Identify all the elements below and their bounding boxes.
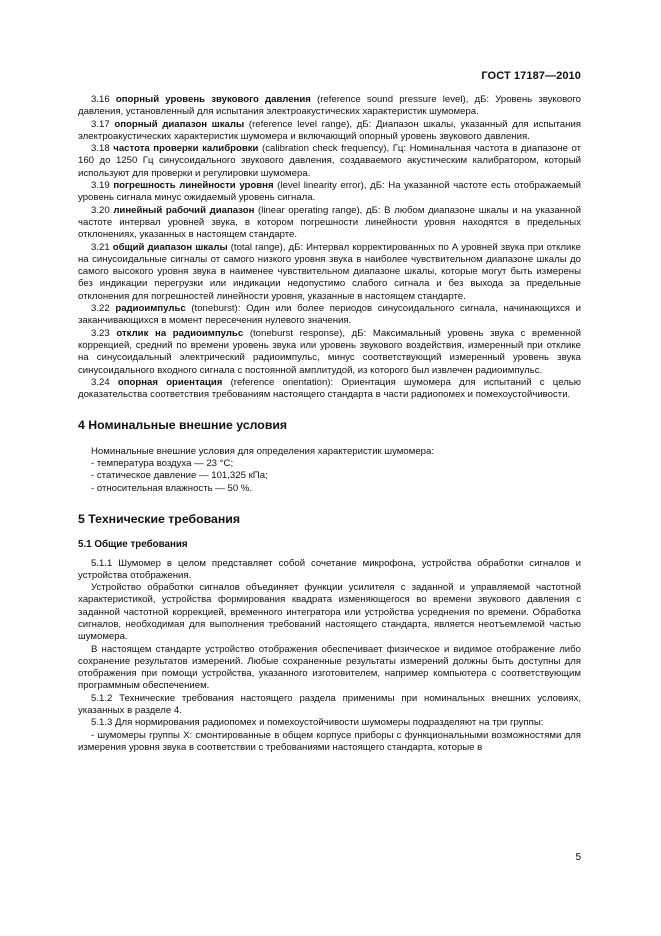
definition-3-20 <box>78 205 581 242</box>
definition-number: 3.21 <box>91 241 110 253</box>
definition-3-21 <box>78 242 581 303</box>
definition-text: (calibration check frequency), Гц: Номинальная частота в диапазоне от 160 до 1250 Гц синусоидального звукового давления, создаваемого акустическим калибратором, который используют для проверки и регулировки шумомера. <box>78 143 581 179</box>
list-item: - шумомеры группы X: смонтированные в общем корпусе приборы с функциональными возможностями для измерения уровня звука в соответствии с требованиями настоящего стандарта, которые в <box>78 729 581 753</box>
definition-term: общий диапазон шкалы <box>112 241 228 253</box>
definition-number: 3.22 <box>91 303 110 315</box>
definition-3-18 <box>78 143 581 180</box>
definition-term: частота проверки калибровки <box>113 143 259 155</box>
definition-number: 3.18 <box>91 143 110 155</box>
definition-3-19 <box>78 180 581 205</box>
definition-3-22 <box>78 303 581 328</box>
definition-text: (reference level range), дБ: Диапазон шкалы, указанный для испытания электроакустических характеристик шумомера и включающий опорный уровень звукового давления. <box>78 118 581 142</box>
standard-header: ГОСТ 17187—2010 <box>481 70 581 82</box>
paragraph: Устройство обработки сигналов объединяет функции усилителя с заданной и управляемой частотной характеристикой, устройства формирования квадрата изменяющегося во времени звукового давления с заданной частотной коррекцией, временного интегратора или устройства усреднения по времени. Обработка сигналов, необходимая для выполнения требований настоящего стандарта, является неотъемлемой частью шумомера. <box>78 582 581 643</box>
definition-3-23 <box>78 328 581 377</box>
definition-term: опорная ориентация <box>117 376 223 388</box>
list-item: - относительная влажность — 50 %. <box>91 482 253 494</box>
definitions-list <box>78 94 581 401</box>
definition-number: 3.19 <box>91 180 110 192</box>
list-item: - статическое давление — 101,325 кПа; <box>91 470 268 482</box>
definition-text: (reference sound pressure level), дБ: Уровень звукового давления, установленный для испытания электроакустических характеристик шумомера. <box>78 94 582 118</box>
definition-text: (reference orientation): Ориентация шумомера для испытаний с целью доказательства соответствия требованиям настоящего стандарта в части радиопомех и помехоустойчивости. <box>78 376 581 401</box>
definition-term: линейный рабочий диапазон <box>113 204 255 216</box>
definition-text: (toneburst): Один или более периодов синусоидального сигнала, начинающихся и заканчивающихся в момент пересечения нулевого значения. <box>78 303 581 327</box>
definition-term: опорный уровень звукового давления <box>115 94 311 105</box>
definition-term: отклик на радиоимпульс <box>116 327 244 339</box>
paragraph: В настоящем стандарте устройство отображения обеспечивает физическое и видимое отображение либо сохранение результатов измерений. Любые сохраненные результаты измерений должны быть доступны для отображения при помощи устройства, указанного изготовителем, например компьютера с соответствующим программным обеспечением. <box>78 643 581 692</box>
page-number: 5 <box>575 852 581 863</box>
section-5-heading: 5 Технические требования <box>78 511 240 526</box>
subsection-5-1-heading: 5.1 Общие требования <box>78 539 188 551</box>
definition-3-17 <box>78 119 581 144</box>
section-4-heading: 4 Номинальные внешние условия <box>78 418 288 433</box>
definition-number: 3.24 <box>91 376 110 388</box>
paragraph-5-1-1: 5.1.1 Шумомер в целом представляет собой сочетание микрофона, устройства обработки сигналов и устройства отображения. <box>78 557 581 581</box>
definition-text: (level linearity error), дБ: На указанной частоте есть отображаемый уровень сигнала минус ожидаемый уровень сигнала. <box>78 180 581 204</box>
section-4-intro: Номинальные внешние условия для определения характеристик шумомера: <box>91 445 434 457</box>
definition-number: 3.17 <box>91 118 110 130</box>
definition-text: (toneburst response), дБ: Максимальный уровень звука с временной коррекцией, средний по времени уровень звука или уровень звукового воздействия, измеренный при отклике на синусоидальный электрический радиоимпульс, минус соответствующий измеренный уровень звука синусоидального входного сигнала с постоянной амплитудой, из которого был извлечен радиоимпульс. <box>78 327 581 376</box>
definition-3-24 <box>78 377 581 402</box>
definition-text: (linear operating range), дБ: В любом диапазоне шкалы и на указанной частоте интервал уровней звука, в котором погрешности линейности уровня находятся в предельных отклонениях, указанных в настоящем стандарте. <box>78 204 581 241</box>
definition-number: 3.23 <box>91 327 110 339</box>
definition-term: опорный диапазон шкалы <box>114 118 245 130</box>
definition-text: (total range), дБ: Интервал корректированных по А уровней звука при отклике на синусоидальные сигналы от самого низкого уровня звука в наиболее чувствительном диапазоне шкалы до самого высокого уровня звука в наименее чувствительном диапазоне шкалы, которые могут быть измерены без индикации перегрузки или индикации недопустимо слабого сигнала и без выхода за предельные отклонения для погрешностей линейности уровня, указанные в настоящем стандарте. <box>78 241 581 302</box>
page-content <box>78 94 581 754</box>
definition-term: радиоимпульс <box>115 303 186 315</box>
definition-term: погрешность линейности уровня <box>113 180 274 192</box>
definition-number: 3.20 <box>91 204 110 216</box>
definition-3-16 <box>78 94 581 119</box>
paragraph-5-1-2: 5.1.2 Технические требования настоящего раздела применимы при номинальных внешних условиях, указанных в разделе 4. <box>78 692 581 717</box>
paragraph-5-1-3: 5.1.3 Для нормирования радиопомех и помехоустойчивости шумомеры подразделяют на три группы: <box>91 717 544 729</box>
definition-number: 3.16 <box>91 94 110 105</box>
list-item: - температура воздуха — 23 °С; <box>91 458 234 470</box>
